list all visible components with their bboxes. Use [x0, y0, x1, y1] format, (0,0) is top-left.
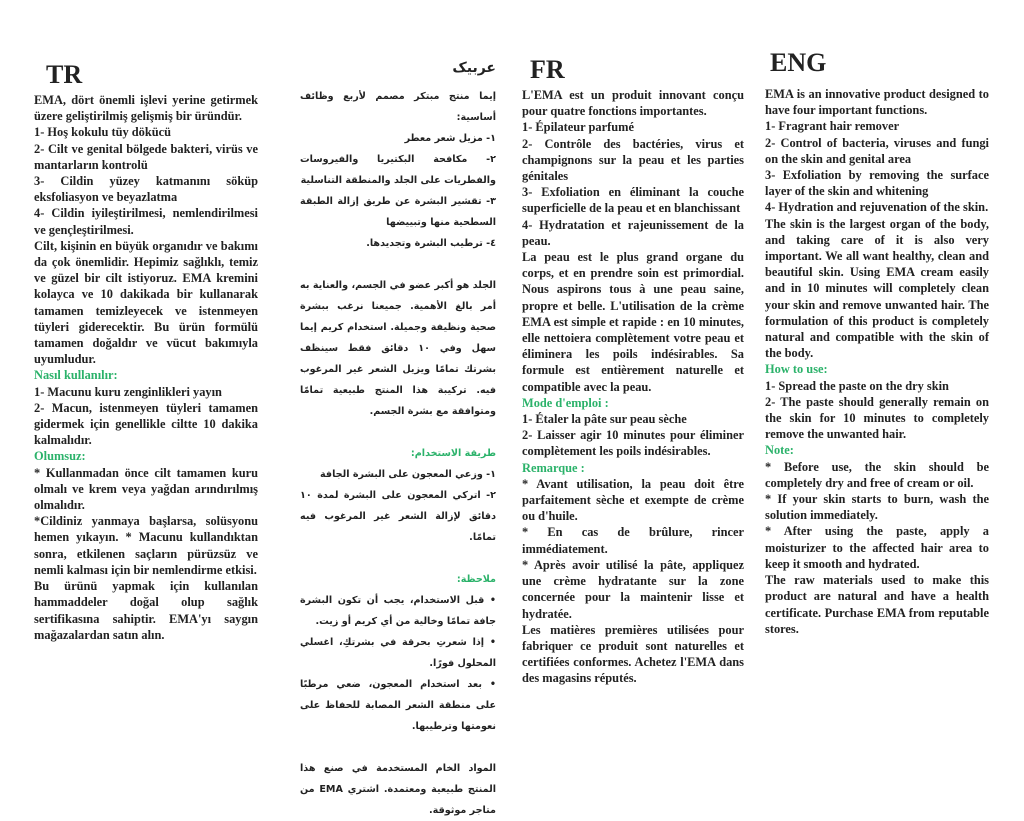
fr-body: La peau est le plus grand organe du corps, et en prendre soin est primordial. Nous aspirons tous à une peau saine, propre et belle. L'utilisation de la crème EMA est simple et rapide : en 10 minutes, elle nettoiera complètement votre peau et éliminera les poils indésirables. Sa formule est entièrement naturelle et compatible avec la peau. — [522, 250, 744, 394]
ar-body: الجلد هو أكبر عضو في الجسم، والعناية به أمر بالغ الأهمية. جميعنا نرغب ببشرة صحية ونظيفة وجميلة. استخدام كريم إيما سهل وفي ١٠ دقائق فقط سينظف بشرتك تمامًا ويزيل الشعر غير المرغوب فيه. تركيبة هذا المنتج طبيعية تمامًا ومتوافقة مع بشرة الجسم. — [300, 280, 496, 417]
ar-howto-2: ٢- اتركي المعجون على البشرة لمدة ١٠ دقائق لإزالة الشعر غير المرغوب فيه تمامًا. — [300, 490, 496, 543]
fr-function-4: 4- Hydratation et rajeunissement de la peau. — [522, 217, 744, 248]
fr-note-title: Remarque : — [522, 460, 585, 475]
eng-function-2: 2- Control of bacteria, viruses and fungi on the skin and genital area — [765, 135, 989, 166]
ar-note-1: • قبل الاستخدام، يجب أن تكون البشرة جافة تمامًا وخالية من أي كريم أو زيت. — [300, 595, 496, 627]
fr-function-2: 2- Contrôle des bactéries, virus et champignons sur la peau et les parties génitales — [522, 136, 744, 184]
eng-note-title: Note: — [765, 443, 794, 458]
fr-closing: Les matières premières utilisées pour fabriquer ce produit sont naturelles et certifiées conformes. Achetez l'EMA dans des magasins réputés. — [522, 622, 744, 686]
eng-howto-title: How to use: — [765, 362, 828, 377]
tr-note-title: Olumsuz: — [34, 449, 86, 464]
tr-function-1: 1- Hoş kokulu tüy dökücü — [34, 125, 172, 140]
eng-function-1: 1- Fragrant hair remover — [765, 119, 900, 134]
eng-closing: The raw materials used to make this product are natural and have a health certificate. Purchase EMA from reputable stores. — [765, 573, 989, 636]
eng-intro: EMA is an innovative product designed to have four important functions. — [765, 87, 989, 118]
ar-note-2: • إذا شعرتِ بحرقة في بشرتكِ، اغسلي المحلول فورًا. — [300, 637, 496, 669]
eng-function-4: 4- Hydration and rejuvenation of the skin. — [765, 200, 989, 215]
turkish-column — [34, 60, 258, 643]
tr-howto-title: Nasıl kullanılır: — [34, 368, 118, 383]
ar-note-title: ملاحظة: — [456, 574, 496, 585]
tr-closing: Bu ürünü yapmak için kullanılan hammaddeler doğal olup sağlık sertifikasına sahiptir. EMA'yı saygın mağazalardan satın alın. — [34, 579, 258, 642]
fr-note-1: * Avant utilisation, la peau doit être parfaitement sèche et exempte de crème ou d'huile. — [522, 476, 744, 524]
ar-function-4: ٤- ترطيب البشرة وتجديدها. — [366, 238, 496, 249]
tr-howto-2: 2- Macun, istenmeyen tüyleri tamamen gidermek için genellikle ciltte 10 dakika kalmalıdır. — [34, 400, 258, 448]
fr-howto-1: 1- Étaler la pâte sur peau sèche — [522, 412, 687, 427]
fr-function-3: 3- Exfoliation en éliminant la couche superficielle de la peau et en blanchissant — [522, 185, 744, 216]
ar-closing: المواد الخام المستخدمة في صنع هذا المنتج طبيعية ومعتمدة. اشتري EMA من متاجر موثوقة. — [300, 763, 496, 816]
ar-howto-1: ١- وزعي المعجون على البشرة الجافة — [319, 469, 496, 480]
ar-function-1: ١- مزيل شعر معطر — [404, 133, 496, 144]
tr-intro: EMA, dört önemli işlevi yerine getirmek üzere geliştirilmiş gelişmiş bir üründür. — [34, 93, 258, 124]
eng-function-3: 3- Exfoliation by removing the surface layer of the skin and whitening — [765, 168, 989, 199]
eng-note-1: * Before use, the skin should be completely dry and free of cream or oil. — [765, 459, 989, 490]
eng-heading: ENG — [770, 48, 827, 77]
tr-heading: TR — [46, 60, 83, 89]
eng-howto-2: 2- The paste should generally remain on the skin for 10 minutes to completely remove the unwanted hair. — [765, 394, 989, 442]
eng-note-3: * After using the paste, apply a moisturizer to the affected hair area to keep it smooth and hydrated. — [765, 524, 989, 571]
tr-note-2: *Cildiniz yanmaya başlarsa, solüsyonu hemen yıkayın. * Macunu kullandıktan sonra, etkilenen saçların pürüzsüz ve nemli kalması için bir nemlendirme etkisi. — [34, 514, 258, 577]
ar-howto-title: طريقة الاستخدام: — [410, 448, 496, 459]
fr-intro: L'EMA est un produit innovant conçu pour quatre fonctions importantes. — [522, 88, 744, 119]
eng-note-2: * If your skin starts to burn, wash the solution immediately. — [765, 492, 989, 523]
eng-howto-1: 1- Spread the paste on the dry skin — [765, 378, 949, 393]
tr-function-4: 4- Cildin iyileştirilmesi, nemlendirilmesi ve gençleştirilmesi. — [34, 206, 258, 237]
tr-body: Cilt, kişinin en büyük organıdır ve bakımı da çok önemlidir. Hepimiz sağlıklı, temiz ve güzel bir cilt istiyoruz. EMA kremini kolayca ve 10 dakikada bir kullanarak tamamen temizleyecek ve istenmeyen tüyleri giderecektir. Bu ürün formülü tamamen doğaldır ve vücut bakımıyla uyumludur. — [34, 238, 258, 367]
tr-howto-1: 1- Macunu kuru zenginlikleri yayın — [34, 384, 222, 399]
tr-note-1: * Kullanmadan önce cilt tamamen kuru olmalı ve krem veya yağdan arındırılmış olmalıdır. — [34, 465, 258, 513]
fr-note-2: * En cas de brûlure, rincer immédiatement. — [522, 525, 744, 556]
fr-function-1: 1- Épilateur parfumé — [522, 120, 634, 135]
fr-howto-title: Mode d'emploi : — [522, 395, 609, 410]
eng-body: The skin is the largest organ of the body, and taking care of it is also very important. We all want healthy, clean and beautiful skin. Using EMA cream easily and in 10 minutes will completely clean your skin and remove unwanted hair. The formulation of this product is completely natural and compatible with the skin of the body. — [765, 216, 989, 361]
tr-function-2: 2- Cilt ve genital bölgede bakteri, virüs ve mantarların kontrolü — [34, 141, 258, 172]
tr-function-3: 3- Cildin yüzey katmanını söküp eksfoliasyon ve beyazlatma — [34, 174, 258, 205]
ar-function-2: ٢- مكافحة البكتيريا والفيروسات والفطريات على الجلد والمنطقة التناسلية — [300, 154, 496, 186]
arabic-column — [300, 60, 496, 821]
french-column — [522, 55, 744, 687]
ar-function-3: ٣- تقشير البشرة عن طريق إزالة الطبقة السطحية منها وتبييضها — [300, 196, 496, 228]
ar-intro: إيما منتج مبتكر مصمم لأربع وظائف أساسية: — [300, 91, 496, 123]
ar-note-3: • بعد استخدام المعجون، ضعي مرطبًا على منطقة الشعر المصابة للحفاظ على نعومتها وترطيبها. — [300, 679, 496, 732]
english-column — [765, 48, 989, 637]
fr-heading: FR — [530, 55, 565, 84]
ar-heading: عربیک — [452, 60, 496, 76]
fr-howto-2: 2- Laisser agir 10 minutes pour éliminer complètement les poils indésirables. — [522, 428, 744, 459]
fr-note-3: * Après avoir utilisé la pâte, appliquez une crème hydratante sur la zone concernée pour la maintenir lisse et hydratée. — [522, 557, 744, 621]
